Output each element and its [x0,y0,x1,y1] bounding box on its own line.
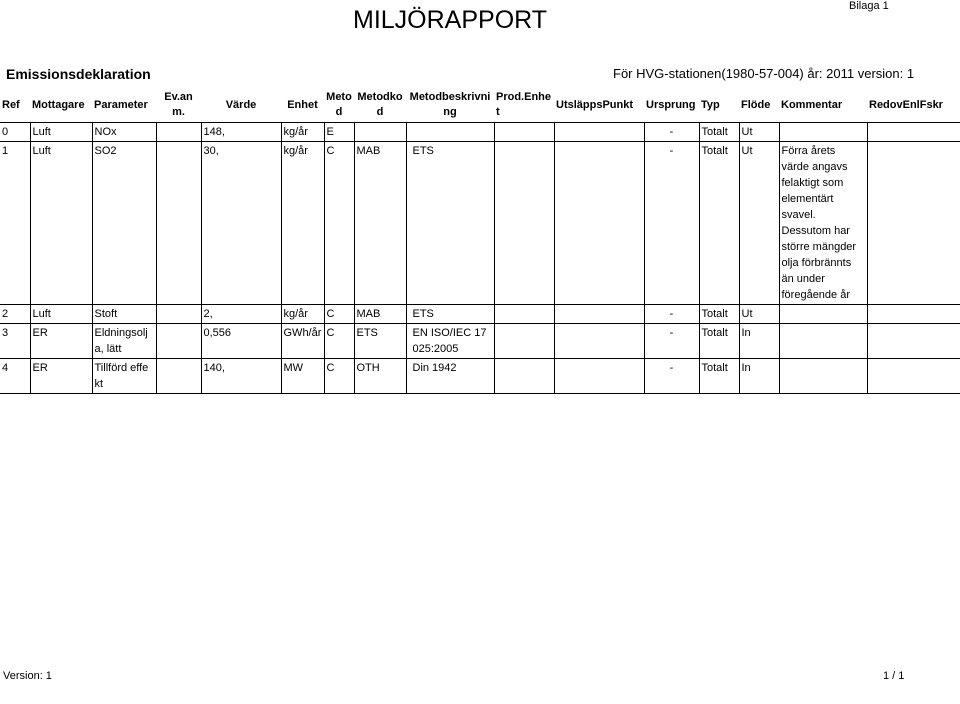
col-header-flode: Flöde [741,98,771,111]
table-row [0,142,960,305]
table-row [0,305,960,324]
cell-metodbeskrivning: ETS [406,142,494,305]
cell-ref: 2 [0,305,30,324]
cell-typ: Totalt [699,359,739,394]
col-header-typ: Typ [701,98,720,111]
cell-ursprung: - [644,324,699,359]
footer-version: Version: 1 [3,670,52,682]
station-info: För HVG-stationen(1980-57-004) år: 2011 version: 1 [613,66,915,81]
cell-redovenlfskr [867,305,960,324]
cell-metodbeskrivning: ETS [406,305,494,324]
cell-ref: 3 [0,324,30,359]
cell-metodkod: ETS [354,324,406,359]
cell-kommentar: Förra årets värde angavs felaktigt som elementärt svavel. Dessutom har större mängder olja förbrännts än under föregående år [779,142,867,305]
cell-typ: Totalt [699,123,739,142]
cell-evanm [156,324,201,359]
cell-metodkod [354,123,406,142]
attachment-label: Bilaga 1 [849,0,889,12]
section-title: Emissionsdeklaration [6,66,151,82]
cell-enhet: GWh/år [281,324,324,359]
cell-varde: 140, [201,359,281,394]
col-header-varde: Värde [225,98,257,111]
col-header-evanm: Ev.anm. [164,91,193,118]
cell-parameter: Tillförd effekt [92,359,156,394]
col-header-parameter: Parameter [94,98,148,111]
cell-metodkod: OTH [354,359,406,394]
cell-redovenlfskr [867,359,960,394]
cell-metodbeskrivning: EN ISO/IEC 17025:2005 [406,324,494,359]
cell-evanm [156,123,201,142]
cell-flode: Ut [739,142,779,305]
cell-utslappspunkt [554,305,644,324]
cell-flode: In [739,324,779,359]
page-title: MILJÖRAPPORT [353,6,548,34]
cell-evanm [156,359,201,394]
cell-ursprung: - [644,305,699,324]
col-header-prodenhet: Prod.Enhet [496,91,552,118]
cell-ursprung: - [644,142,699,305]
table-header-row [0,88,960,123]
cell-metod: C [324,305,354,324]
cell-ref: 4 [0,359,30,394]
cell-varde: 148, [201,123,281,142]
cell-prodenhet [494,324,554,359]
cell-ursprung: - [644,123,699,142]
cell-prodenhet [494,142,554,305]
cell-metod: C [324,142,354,305]
cell-flode: Ut [739,123,779,142]
cell-metodbeskrivning [406,123,494,142]
cell-mottagare: ER [30,359,92,394]
cell-mottagare: Luft [30,123,92,142]
col-header-utslappspunkt: UtsläppsPunkt [556,98,634,111]
cell-kommentar [779,359,867,394]
cell-prodenhet [494,123,554,142]
cell-typ: Totalt [699,142,739,305]
cell-mottagare: ER [30,324,92,359]
cell-varde: 2, [201,305,281,324]
cell-ref: 1 [0,142,30,305]
cell-kommentar [779,123,867,142]
cell-parameter: Eldningsolja, lätt [92,324,156,359]
table-row [0,123,960,142]
cell-prodenhet [494,359,554,394]
col-header-metodkod: Metodkod [357,91,403,118]
cell-evanm [156,142,201,305]
cell-redovenlfskr [867,324,960,359]
cell-metodbeskrivning: Din 1942 [406,359,494,394]
cell-flode: In [739,359,779,394]
col-header-metod: Metod [326,91,352,118]
col-header-ref: Ref [2,98,20,111]
cell-utslappspunkt [554,142,644,305]
cell-redovenlfskr [867,142,960,305]
cell-varde: 0,556 [201,324,281,359]
cell-utslappspunkt [554,324,644,359]
cell-flode: Ut [739,305,779,324]
cell-metod: C [324,359,354,394]
cell-redovenlfskr [867,123,960,142]
table-row [0,324,960,359]
emission-table [0,88,960,394]
cell-utslappspunkt [554,359,644,394]
cell-metod: C [324,324,354,359]
cell-enhet: kg/år [281,123,324,142]
cell-parameter: NOx [92,123,156,142]
cell-metodkod: MAB [354,142,406,305]
col-header-metodbeskrivning: Metodbeskrivning [409,91,491,118]
cell-metodkod: MAB [354,305,406,324]
cell-typ: Totalt [699,305,739,324]
col-header-enhet: Enhet [287,98,318,111]
footer-page-number: 1 / 1 [883,670,905,682]
cell-enhet: kg/år [281,305,324,324]
cell-utslappspunkt [554,123,644,142]
col-header-mottagare: Mottagare [32,98,85,111]
cell-parameter: SO2 [92,142,156,305]
cell-mottagare: Luft [30,305,92,324]
cell-evanm [156,305,201,324]
cell-parameter: Stoft [92,305,156,324]
cell-metod: E [324,123,354,142]
cell-ref: 0 [0,123,30,142]
table-row [0,359,960,394]
col-header-ursprung: Ursprung [646,98,696,111]
col-header-kommentar: Kommentar [781,98,843,111]
cell-enhet: kg/år [281,142,324,305]
col-header-redovenlfskr: RedovEnlFskr [869,98,943,111]
cell-ursprung: - [644,359,699,394]
cell-varde: 30, [201,142,281,305]
cell-enhet: MW [281,359,324,394]
cell-kommentar [779,305,867,324]
cell-kommentar [779,324,867,359]
cell-prodenhet [494,305,554,324]
cell-mottagare: Luft [30,142,92,305]
cell-typ: Totalt [699,324,739,359]
